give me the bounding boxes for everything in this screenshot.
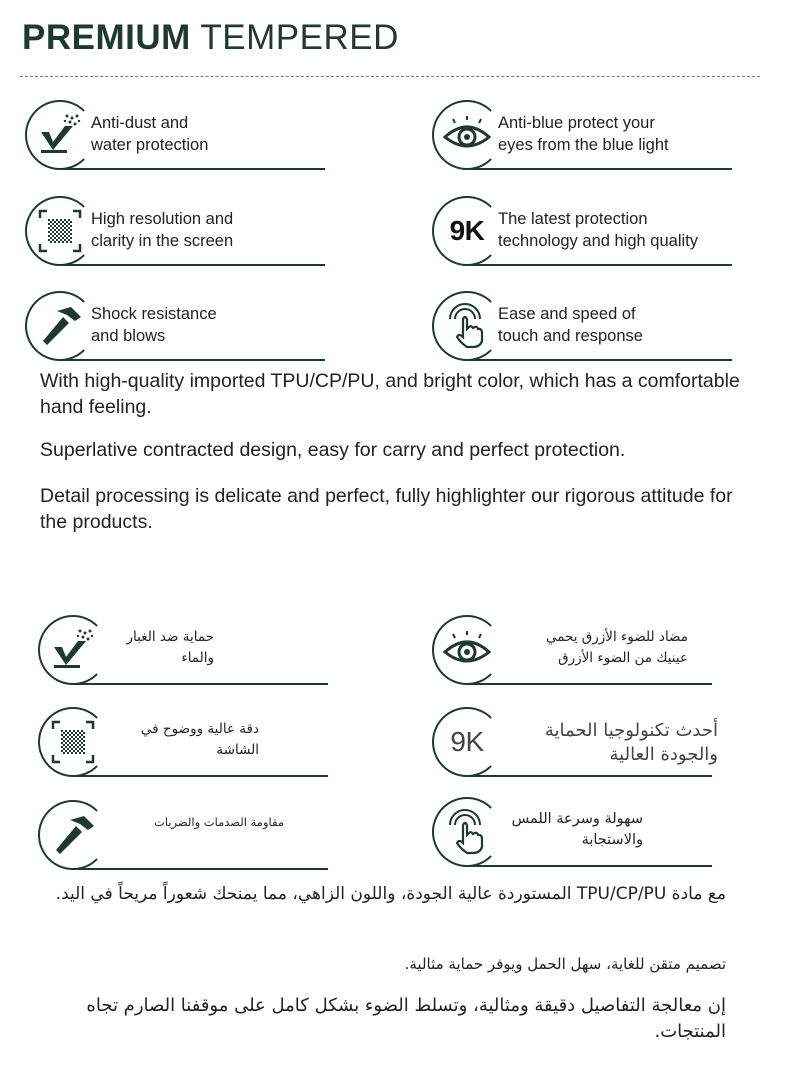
feature-label: Anti-blue protect your eyes from the blue light bbox=[498, 114, 669, 154]
resolution-icon bbox=[35, 206, 85, 256]
feature-baseline bbox=[467, 264, 732, 266]
feature-label: أحدث تكنولوجيا الحماية والجودة العالية bbox=[544, 720, 718, 765]
feature-ar-anti-blue bbox=[432, 615, 722, 685]
feature-baseline bbox=[467, 865, 712, 867]
feature-baseline bbox=[467, 683, 712, 685]
dust-check-icon bbox=[35, 110, 85, 160]
page-title bbox=[22, 18, 399, 58]
dashed-divider bbox=[20, 76, 760, 77]
feature-ar-anti-dust bbox=[38, 615, 328, 685]
feature-high-resolution bbox=[25, 196, 325, 266]
feature-anti-dust bbox=[25, 100, 325, 170]
dust-check-icon bbox=[48, 625, 98, 675]
feature-baseline bbox=[73, 868, 328, 870]
feature-ar-high-resolution bbox=[38, 707, 328, 777]
description-detail: Detail processing is delicate and perfect, fully highlighter our rigorous attitude for the products. bbox=[40, 485, 733, 533]
feature-ar-touch bbox=[432, 797, 722, 867]
description-ar-detail: إن معالجة التفاصيل دقيقة ومثالية، وتسلط الضوء بشكل كامل على موقفنا الصارم تجاه المنتجات. bbox=[86, 995, 726, 1042]
description-design: Superlative contracted design, easy for carry and perfect protection. bbox=[40, 439, 626, 461]
9k-icon bbox=[442, 206, 492, 256]
title-rest: TEMPERED bbox=[200, 18, 399, 57]
eye-icon bbox=[442, 110, 492, 160]
touch-icon bbox=[442, 301, 492, 351]
feature-label: مقاومة الصدمات والضربات bbox=[154, 815, 284, 829]
title-bold: PREMIUM bbox=[22, 18, 191, 57]
feature-baseline bbox=[467, 168, 732, 170]
feature-baseline bbox=[467, 775, 712, 777]
feature-ar-9k bbox=[432, 707, 722, 777]
feature-shock bbox=[25, 291, 325, 361]
feature-label: Anti-dust and water protection bbox=[91, 114, 209, 154]
9k-icon-text: 9K bbox=[450, 726, 484, 757]
feature-label: Ease and speed of touch and response bbox=[498, 305, 643, 345]
hammer-icon bbox=[35, 301, 85, 351]
9k-icon-text: 9K bbox=[449, 215, 485, 246]
feature-baseline bbox=[60, 264, 325, 266]
feature-label: Shock resistance and blows bbox=[91, 305, 217, 345]
feature-ar-shock bbox=[38, 800, 328, 870]
feature-label: سهولة وسرعة اللمس والاستجابة bbox=[511, 811, 643, 848]
feature-baseline bbox=[73, 775, 328, 777]
feature-label: مضاد للضوء الأزرق يحمي عينيك من الضوء الأزرق bbox=[545, 629, 688, 666]
9k-icon bbox=[442, 717, 492, 767]
description-ar-design: تصميم متقن للغاية، سهل الحمل ويوفر حماية مثالية. bbox=[404, 955, 726, 973]
feature-baseline bbox=[60, 168, 325, 170]
feature-label: High resolution and clarity in the screen bbox=[91, 210, 234, 250]
feature-touch bbox=[432, 291, 732, 361]
description-quality: With high-quality imported TPU/CP/PU, and bright color, which has a comfortable hand feeling. bbox=[40, 370, 740, 418]
feature-baseline bbox=[467, 359, 732, 361]
feature-baseline bbox=[73, 683, 328, 685]
description-ar-quality: مع مادة TPU/CP/PU المستوردة عالية الجودة، واللون الزاهي، مما يمنحك شعوراً مريحاً في اليد. bbox=[55, 884, 726, 904]
resolution-icon bbox=[48, 717, 98, 767]
feature-label: دقة عالية ووضوح في الشاشة bbox=[140, 721, 259, 758]
feature-label: حماية ضد الغبار والماء bbox=[126, 629, 214, 666]
eye-icon bbox=[442, 625, 492, 675]
feature-anti-blue bbox=[432, 100, 732, 170]
hammer-icon bbox=[48, 810, 98, 860]
feature-9k bbox=[432, 196, 732, 266]
feature-label: The latest protection technology and high quality bbox=[498, 210, 698, 250]
feature-baseline bbox=[60, 359, 325, 361]
touch-icon bbox=[442, 807, 492, 857]
